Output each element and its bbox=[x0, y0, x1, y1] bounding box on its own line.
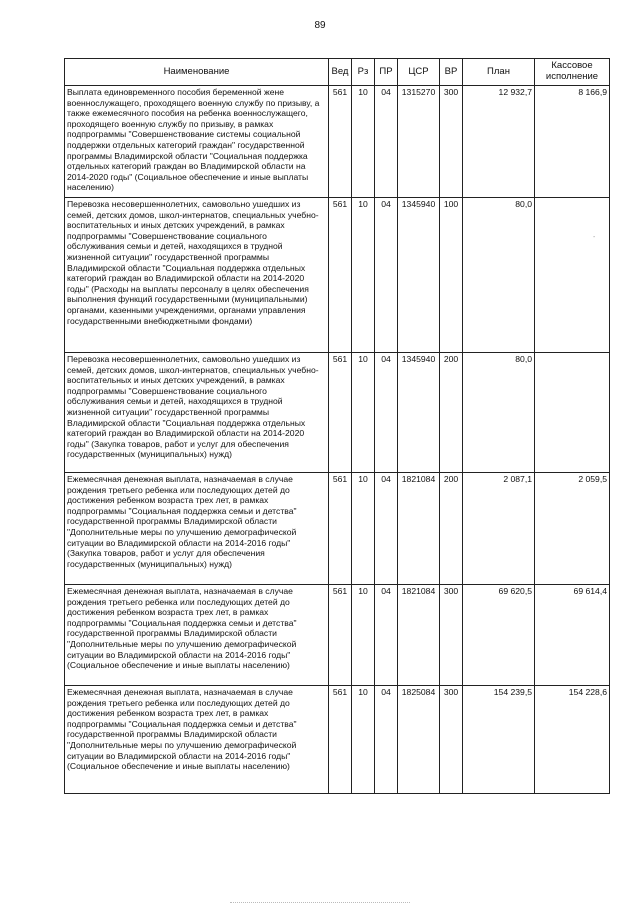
row-cash: 2 059,5 bbox=[535, 473, 610, 585]
row-ved: 561 bbox=[329, 353, 352, 473]
row-rz: 10 bbox=[352, 473, 375, 585]
table-row bbox=[65, 86, 610, 198]
row-csr: 1345940 bbox=[398, 198, 440, 353]
row-pr: 04 bbox=[375, 198, 398, 353]
table-row bbox=[65, 353, 610, 473]
row-cash: 154 228,6 bbox=[535, 686, 610, 794]
margin-mark: - bbox=[593, 234, 596, 241]
row-vr: 300 bbox=[440, 86, 463, 198]
row-vr: 300 bbox=[440, 585, 463, 686]
row-rz: 10 bbox=[352, 198, 375, 353]
header-cash: Кассовое исполнение bbox=[535, 59, 610, 86]
row-cash: 8 166,9 bbox=[535, 86, 610, 198]
row-rz: 10 bbox=[352, 353, 375, 473]
row-plan: 80,0 bbox=[463, 198, 535, 353]
row-plan: 12 932,7 bbox=[463, 86, 535, 198]
table-header-row bbox=[65, 59, 610, 86]
header-pr: ПР bbox=[375, 59, 398, 86]
row-csr: 1825084 bbox=[398, 686, 440, 794]
row-ved: 561 bbox=[329, 86, 352, 198]
row-ved: 561 bbox=[329, 198, 352, 353]
header-vr: ВР bbox=[440, 59, 463, 86]
row-csr: 1345940 bbox=[398, 353, 440, 473]
header-csr: ЦСР bbox=[398, 59, 440, 86]
row-ved: 561 bbox=[329, 585, 352, 686]
row-plan: 69 620,5 bbox=[463, 585, 535, 686]
row-plan: 2 087,1 bbox=[463, 473, 535, 585]
page-number: 89 bbox=[314, 20, 326, 31]
row-pr: 04 bbox=[375, 686, 398, 794]
table-row bbox=[65, 686, 610, 794]
row-name: Ежемесячная денежная выплата, назначаемая в случае рождения третьего ребенка или последующих детей до достижения ребенком возраста трех лет, в рамках подпрограммы "Социальная поддержка семьи и детства" государственной программы Владимирской области "Дополнительные меры по улучшению демографической ситуации во Владимирской области на 2014-2016 годы" (Закупка товаров, работ и услуг для обеспечения государственных (муниципальных) нужд) bbox=[65, 473, 329, 585]
row-csr: 1821084 bbox=[398, 585, 440, 686]
budget-table bbox=[64, 58, 610, 794]
bottom-divider bbox=[230, 902, 410, 903]
row-rz: 10 bbox=[352, 585, 375, 686]
row-rz: 10 bbox=[352, 686, 375, 794]
row-ved: 561 bbox=[329, 686, 352, 794]
row-name: Ежемесячная денежная выплата, назначаемая в случае рождения третьего ребенка или последующих детей до достижения ребенком возраста трех лет, в рамках подпрограммы "Социальная поддержка семьи и детства" государственной программы Владимирской области "Дополнительные меры по улучшению демографической ситуации во Владимирской области на 2014-2016 годы" (Социальное обеспечение и иные выплаты населению) bbox=[65, 585, 329, 686]
row-csr: 1315270 bbox=[398, 86, 440, 198]
row-plan: 80,0 bbox=[463, 353, 535, 473]
header-rz: Рз bbox=[352, 59, 375, 86]
row-vr: 300 bbox=[440, 686, 463, 794]
row-pr: 04 bbox=[375, 585, 398, 686]
row-pr: 04 bbox=[375, 473, 398, 585]
table-row bbox=[65, 198, 610, 353]
row-ved: 561 bbox=[329, 473, 352, 585]
row-name: Перевозка несовершеннолетних, самовольно ушедших из семей, детских домов, школ-интернатов, специальных учебно-воспитательных и иных детских учреждений, в рамках подпрограммы "Совершенствование социального обслуживания семьи и детей, находящихся в трудной жизненной ситуации" государственной программы Владимирской области "Социальная поддержка отдельных категорий граждан во Владимирской области на 2014-2020 годы" (Расходы на выплаты персоналу в целях обеспечения выполнения функций государственными (муниципальными) органами, казенными учреждениями, органами управления государственными внебюджетными фондами) bbox=[65, 198, 329, 353]
row-cash bbox=[535, 198, 610, 353]
row-name: Перевозка несовершеннолетних, самовольно ушедших из семей, детских домов, школ-интернатов, специальных учебно-воспитательных и иных детских учреждений, в рамках подпрограммы "Совершенствование социального обслуживания семьи и детей, находящихся в трудной жизненной ситуации" государственной программы Владимирской области "Социальная поддержка отдельных категорий граждан во Владимирской области на 2014-2020 годы" (Закупка товаров, работ и услуг для обеспечения государственных (муниципальных) нужд) bbox=[65, 353, 329, 473]
row-csr: 1821084 bbox=[398, 473, 440, 585]
row-name: Выплата единовременного пособия беременной жене военнослужащего, проходящего военную службу по призыву, а также ежемесячного пособия на ребенка военнослужащего, проходящего военную службу по призыву, в рамках подпрограммы "Совершенствование системы социальной поддержки отдельных категорий граждан" государственной программы Владимирской области "Социальная поддержка отдельных категорий граждан во Владимирской области на 2014-2020 годы" (Социальное обеспечение и иные выплаты населению) bbox=[65, 86, 329, 198]
row-plan: 154 239,5 bbox=[463, 686, 535, 794]
row-pr: 04 bbox=[375, 353, 398, 473]
row-vr: 200 bbox=[440, 353, 463, 473]
row-rz: 10 bbox=[352, 86, 375, 198]
row-name: Ежемесячная денежная выплата, назначаемая в случае рождения третьего ребенка или последующих детей до достижения ребенком возраста трех лет, в рамках подпрограммы "Социальная поддержка семьи и детства" государственной программы Владимирской области "Дополнительные меры по улучшению демографической ситуации во Владимирской области на 2014-2016 годы" (Социальное обеспечение и иные выплаты населению) bbox=[65, 686, 329, 794]
row-pr: 04 bbox=[375, 86, 398, 198]
header-name: Наименование bbox=[65, 59, 329, 86]
row-cash: 69 614,4 bbox=[535, 585, 610, 686]
row-cash bbox=[535, 353, 610, 473]
header-plan: План bbox=[463, 59, 535, 86]
row-vr: 200 bbox=[440, 473, 463, 585]
header-ved: Вед bbox=[329, 59, 352, 86]
row-vr: 100 bbox=[440, 198, 463, 353]
table-row bbox=[65, 585, 610, 686]
table-row bbox=[65, 473, 610, 585]
